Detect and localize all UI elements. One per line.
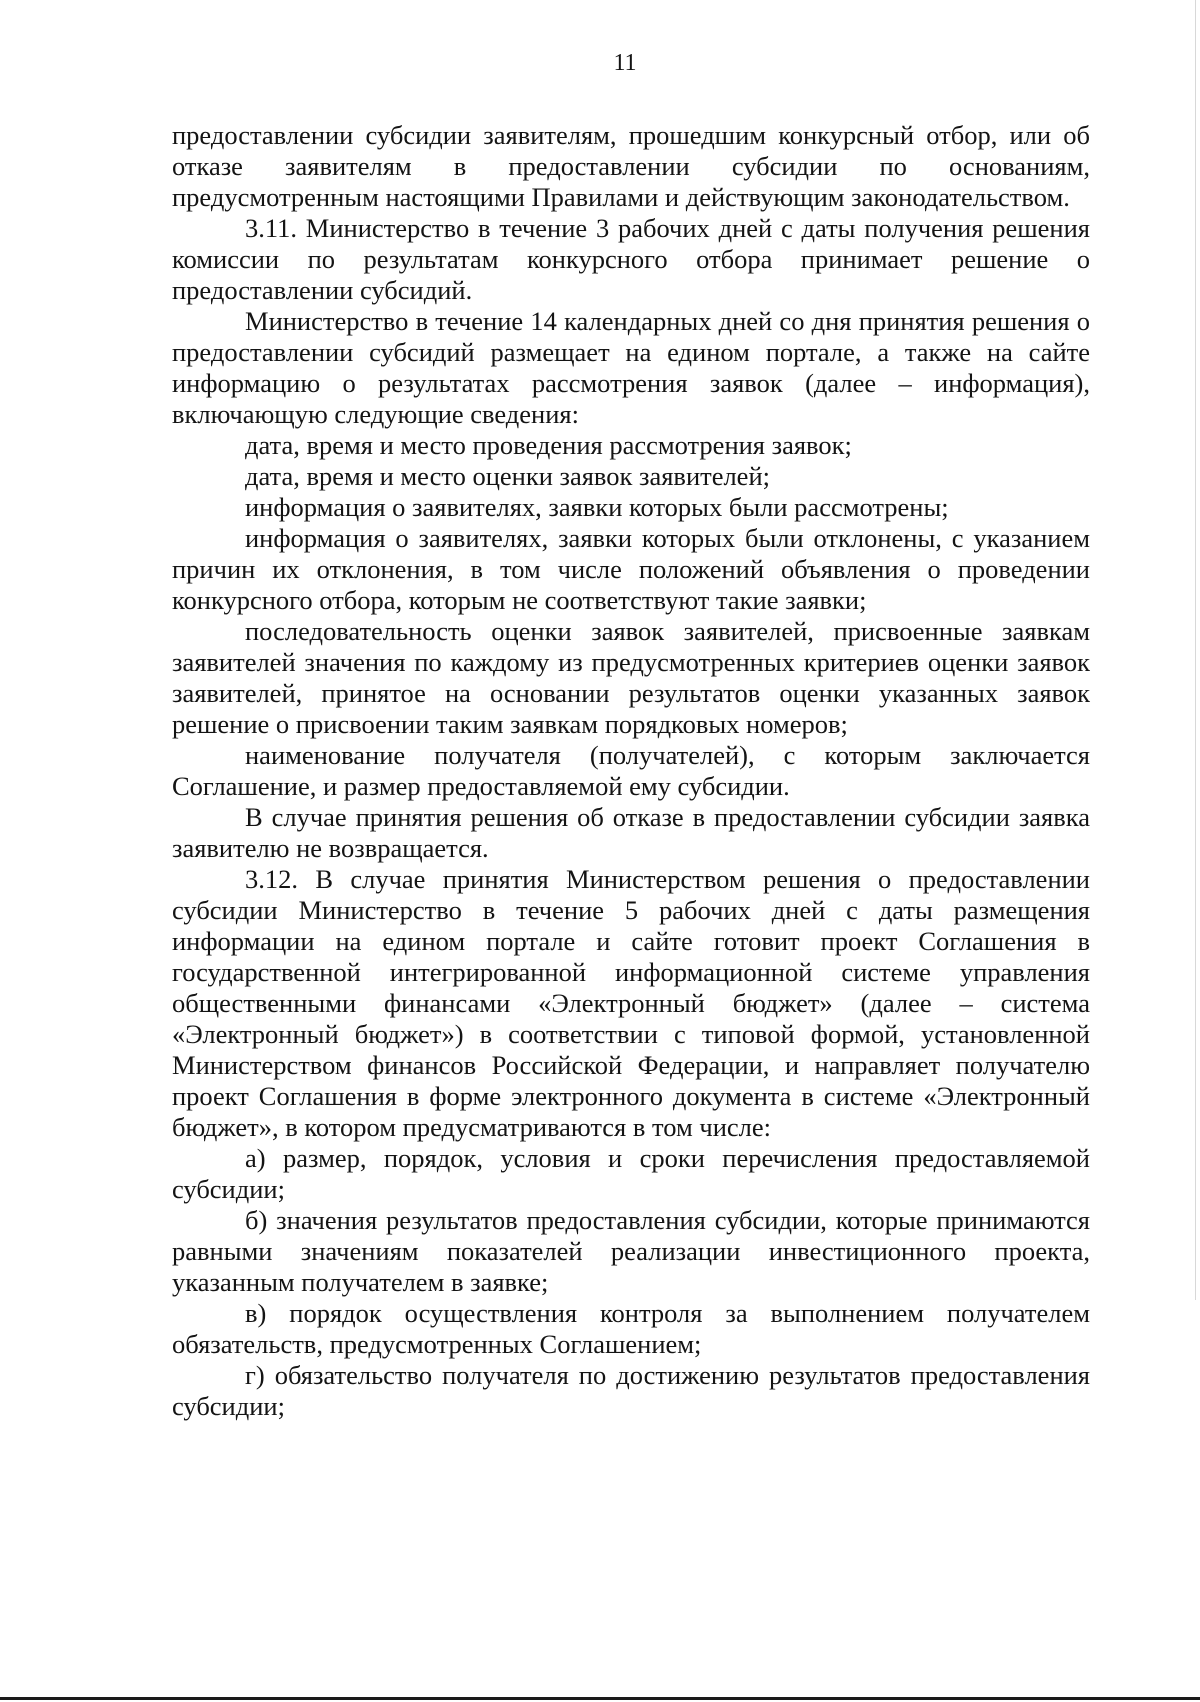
page-number: 11 — [613, 50, 637, 76]
list-item-reviewed-applicants: информация о заявителях, заявки которых были рассмотрены; — [245, 492, 949, 522]
paragraph-continuation: предоставлении субсидии заявителям, прошедшим конкурсный отбор, или об отказе заявителям в предоставлении субсидии по основаниям, предусмотренным настоящими Правилами и действующим законодательством. — [172, 120, 1090, 212]
list-item-rejected-applicants: информация о заявителях, заявки которых были отклонены, с указанием причин их отклонения, в том числе положений объявления о проведении конкурсного отбора, которым не соответствуют такие заявки; — [172, 523, 1090, 615]
list-item-evaluation-sequence: последовательность оценки заявок заявителей, присвоенные заявкам заявителей значения по каждому из предусмотренных критериев оценки заявок заявителей, принятое на основании результатов оценки указанных заявок решение о присвоении таким заявкам порядковых номеров; — [172, 616, 1090, 739]
list-item-evaluation-date: дата, время и место оценки заявок заявителей; — [245, 461, 770, 491]
paragraph-3-11: 3.11. Министерство в течение 3 рабочих дней с даты получения решения комиссии по результатам конкурсного отбора принимает решение о предоставлении субсидий. — [172, 213, 1090, 305]
paragraph-3-12: 3.12. В случае принятия Министерством решения о предоставлении субсидии Министерство в течение 5 рабочих дней с даты размещения информации на едином портале и сайте готовит проект Соглашения в государственной интегрированной информационной системе управления общественными финансами «Электронный бюджет» (далее – система «Электронный бюджет») в соответствии с типовой формой, установленной Министерством финансов Российской Федерации, и направляет получателю проект Соглашения в форме электронного документа в системе «Электронный бюджет», в котором предусматриваются в том числе: — [172, 864, 1090, 1142]
paragraph-refusal: В случае принятия решения об отказе в предоставлении субсидии заявка заявителю не возвращается. — [172, 802, 1090, 863]
list-item-review-date: дата, время и место проведения рассмотрения заявок; — [245, 430, 852, 460]
list-item-a: а) размер, порядок, условия и сроки перечисления предоставляемой субсидии; — [172, 1143, 1090, 1204]
scan-edge-right — [1195, 0, 1196, 1300]
list-item-v: в) порядок осуществления контроля за выполнением получателем обязательств, предусмотренных Соглашением; — [172, 1298, 1090, 1359]
list-item-b: б) значения результатов предоставления субсидии, которые принимаются равными значениям показателей реализации инвестиционного проекта, указанным получателем в заявке; — [172, 1205, 1090, 1297]
document-body — [172, 120, 1090, 1422]
scan-border-bottom — [0, 1697, 1200, 1700]
list-item-recipient-name: наименование получателя (получателей), с которым заключается Соглашение, и размер предоставляемой ему субсидии. — [172, 740, 1090, 801]
paragraph-publication: Министерство в течение 14 календарных дней со дня принятия решения о предоставлении субсидий размещает на едином портале, а также на сайте информацию о результатах рассмотрения заявок (далее – информация), включающую следующие сведения: — [172, 306, 1090, 429]
list-item-g: г) обязательство получателя по достижению результатов предоставления субсидии; — [172, 1360, 1090, 1421]
